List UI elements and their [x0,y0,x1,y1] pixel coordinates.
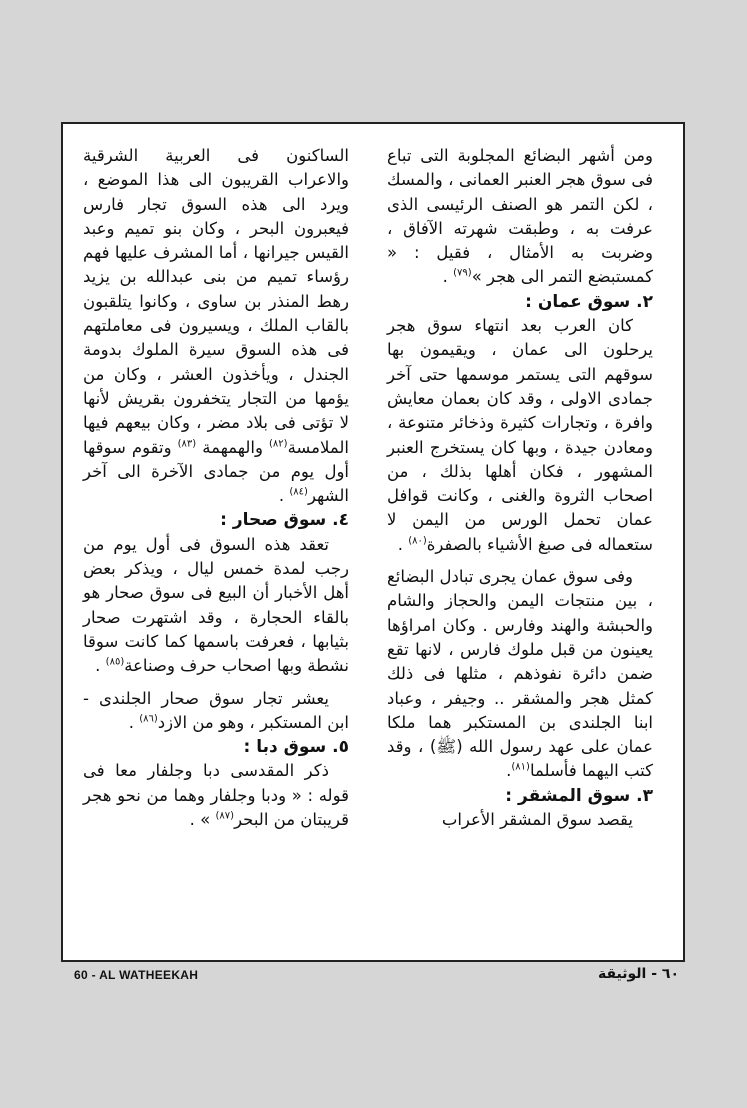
right-column [387,144,653,832]
footnote-ref: (٨٤) [289,486,308,498]
heading-mushaqqar-market: ٣. سوق المشقر : [505,785,653,806]
paragraph-oman-1: كان العرب بعد انتهاء سوق هجر يرحلون الى عمان ، ويقيمون بها سوقهم التى يستمر موسمها حتى آخر جمادى الاولى ، وقد كان بعمان معايش وافرة ، وتجارات كثيرة وذخائر متنوعة ، ومعادن جيدة ، وبها كان يستخرج العنبر المشهور ، فكان أهلها بذلك ، من اصحاب الثروة والغنى ، وكانت قوافل عمان تحمل الورس من اليمن لا ستعماله فى صبغ الأشياء بالصفرة$^{(٨٠)}$ . [387,316,653,554]
paragraph-intro: ومن أشهر البضائع المجلوبة التى تباع فى سوق هجر العنبر العمانى ، والمسك ، لكن التمر هو الصنف الرئيسى الذى عرفت به ، وطبقت شهرته الآفاق ، وضربت به الأمثال ، فقيل : « كمستبضع التمر الى هجر »$^{(٧٩)}$ . [387,146,653,287]
paragraph-continued: الساكنون فى العربية الشرقية والاعراب القريبون الى هذا الموضع ، ويرد الى هذه السوق تجار فارس فيعبرون البحر ، وكان بنو تميم وعبد القيس جيرانها ، أما المشرف عليها فهم رؤساء تميم من بنى عبدالله بن يزيد رهط المنذر بن ساوى ، وكانوا يتلقبون بالقاب الملك ، ويسيرون فى معاملتهم فى هذه السوق سيرة الملوك بدومة الجندل ، ويأخذون العشر ، وكان من يؤمها من التجار يتخفرون بقريش لأنها لا تؤتى فى بلاد مضر ، وكان بيعهم فيها الملامسة$^{(٨٢)}$ والهمهمة $^{(٨٣)}$ وتقوم سوقها أول يوم من جمادى الآخرة الى آخر الشهر$^{(٨٤)}$ . [83,146,349,506]
footnote-ref: (٨٣) [177,438,197,450]
footer-page-label-arabic: ٦٠ - الوثيقة [597,966,679,982]
paragraph-sohar-2: يعشر تجار سوق صحار الجلندى - ابن المستكبر ، وهو من الازد$^{(٨٦)}$ . [83,688,349,732]
footer-page-label-latin: 60 - AL WATHEEKAH [74,968,199,982]
footnote-ref: (٨٢) [269,438,288,450]
paragraph-daba: ذكر المقدسى دبا وجلفار معا فى قوله : « ودبا وجلفار وهما من نحو هجر قريبتان من البحر$^{(٨٧)}$ » . [83,761,349,830]
left-column [83,144,349,832]
paragraph-sohar-1: تعقد هذه السوق فى أول يوم من رجب لمدة خمس ليال ، ويذكر بعض أهل الأخبار أن البيع فى سوق صحار هو بالقاء الحجارة ، وقد اشتهرت صحار بثيابها ، فعرفت باسمها كما كانت سوقا نشطة وبها اصحاب حرف وصناعة$^{(٨٥)}$ . [83,534,349,676]
footnote-ref: (٨١) [511,761,530,773]
paragraph-mushaqqar: يقصد سوق المشقر الأعراب [441,810,633,830]
article-frame [61,122,685,962]
heading-oman-market: ٢. سوق عمان : [525,291,653,312]
heading-daba-market: ٥. سوق دبا : [243,737,349,758]
footnote-ref: (٧٩) [453,267,472,279]
heading-sohar-market: ٤. سوق صحار : [220,510,349,531]
footnote-ref: (٨٧) [215,810,235,822]
footnote-ref: (٨٦) [139,713,158,725]
footnote-ref: (٨٥) [105,656,125,668]
footnote-ref: (٨٠) [408,535,427,547]
paragraph-oman-2: وفى سوق عمان يجرى تبادل البضائع ، بين منتجات اليمن والحجاز والشام والحبشة والهند وفارس . وكان امراؤها يعينون من قبل ملوك فارس ، لانها تقع ضمن دائرة نفوذهم ، مثلها فى ذلك كمثل هجر والمشقر .. وجيفر ، وعباد ابنا الجلندى بن المستكبر هما ملكا عمان على عهد رسول الله (ﷺ) ، وقد كتب اليهما فأسلما$^{(٨١)}$. [386,567,653,781]
